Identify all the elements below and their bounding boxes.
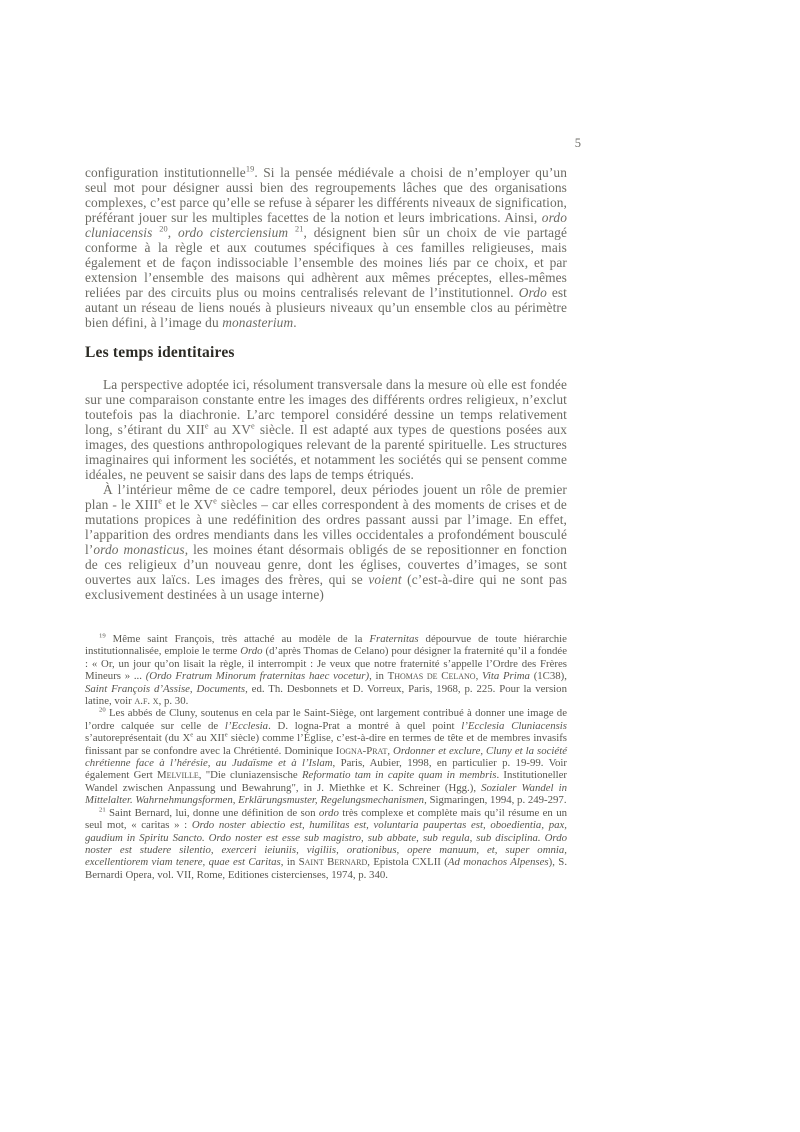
- footnote: $^{19}$ Même saint François, très attaché au modèle de la Fraternitas dépourvue de toute hiérarchie institutionnalisée, emploie le terme Ordo (d’après Thomas de Celano) pour désigner la fraternité qu’il a fondée : « Or, un jour qu’on lisait la règle, il interrompit : Je veux que notre fraternité s’appelle l’Ordre des Frères Mineurs » ... (Ordo Fratrum Minorum fraternitas haec vocetur), in Thomas de Celano, Vita Prima (1C38), Saint François d’Assise, Documents, ed. Th. Desbonnets et D. Vorreux, Paris, 1968, p. 225. Pour la version latine, voir a.f. x, p. 30.: [85, 632, 567, 708]
- body-paragraph: configuration institutionnelle$^{19}$. Si la pensée médiévale a choisi de n’employer qu’un seul mot pour désigner aussi bien des regroupements lâches que des organisations complexes, c’est parce qu’elle se refuse à séparer les différents niveaux de signification, préférant jouer sur les multiples facettes de la notion et leurs imbrications. Ainsi, ordo cluniacensis $^{20}$, ordo cisterciensium $^{21}$, désignent bien sûr un choix de vie partagé conforme à la règle et aux coutumes spécifiques à ces familles religieuses, mais également et de façon indissociable l’ensemble des moines liés par ce choix, et par extension l’ensemble des maisons qui adhèrent aux mêmes préceptes, elles-mêmes reliées par des circuits plus ou moins centralisés relevant de l’institutionnel. Ordo est autant un réseau de liens noués à plusieurs niveaux qu’un ensemble clos au périmètre bien défini, à l’image du monasterium.: [85, 164, 568, 330]
- page-number: 5: [574, 136, 581, 150]
- footnotes-block: [85, 633, 567, 881]
- footnote: $^{20}$ Les abbés de Cluny, soutenus en cela par le Saint-Siège, ont largement contribué à donner une image de l’ordre calquée sur celle de l’Ecclesia. D. logna-Prat a montré à quel point l’Ecclesia Cluniacensis s’autoreprésentait (du Xe au XIIe siècle) comme l’Église, c’est-à-dire en termes de tête et de membres invasifs finissant par se confondre avec la Chrétienté. Dominique Iogna-Prat, Ordonner et exclure, Cluny et la société chrétienne face à l’hérésie, au Judaïsme et à l’Islam, Paris, Aubier, 1998, en particulier p. 19-99. Voir également Gert Melville, "Die cluniazensische Reformatio tam in capite quam in membris. Institutioneller Wandel zwischen Anpassung und Bewahrung", in J. Miethke et K. Schreiner (Hgg.), Sozialer Wandel in Mittelalter. Wahrnehmungsformen, Erklärungsmuster, Regelungsmechanismen, Sigmaringen, 1994, p. 249-297.: [85, 706, 568, 807]
- body-paragraph: À l’intérieur même de ce cadre temporel, deux périodes jouent un rôle de premier plan - le XIIIe et le XVe siècles – car elles correspondent à des moments de crises et de mutations propices à une redéfinition des ordres passant aussi par l’image. En effet, l’apparition des ordres mendiants dans les villes occidentales a profondément bousculé l’ordo monasticus, les moines étant désormais obligés de se repositionner en fonction de ces religieux d’un nouveau genre, dont les églises, couvertes d’images, se sont ouvertes aux laïcs. Les images des frères, qui se voient (c’est-à-dire qui ne sont pas exclusivement destinées à un usage interne): [85, 482, 568, 602]
- text-block: [85, 136, 581, 881]
- body-paragraph: La perspective adoptée ici, résolument transversale dans la mesure où elle est fondée sur une comparaison constante entre les images des différents ordres religieux, n’exclut toutefois pas la diachronie. L’arc temporel considéré dessine un temps relativement long, s’étirant du XIIe au XVe siècle. Il est adapté aux types de questions posées aux images, des questions anthropologiques relevant de la parenté spirituelle. Les structures imaginaires qui informent les sociétés, et notamment les sociétés qui se pensent comme idéales, ne peuvent se saisir dans des laps de temps étriqués.: [85, 377, 567, 482]
- section-heading: Les temps identitaires: [85, 344, 235, 361]
- footnote: $^{21}$ Saint Bernard, lui, donne une définition de son ordo très complexe et complète mais qu’il résume en un seul mot, « caritas » : Ordo noster abiectio est, humilitas est, voluntaria paupertas est, oboedientia, pax, gaudium in Spiritu Sancto. Ordo noster est esse sub magistro, sub abbate, sub regula, sub disciplina. Ordo noster est studere silentio, exerceri ieiuniis, vigiliis, orationibus, opere manuum, et, super omnia, excellentiorem viam tenere, quae est Caritas, in Saint Bernard, Epistola CXLII (Ad monachos Alpenses), S. Bernardi Opera, vol. VII, Rome, Editiones cistercienses, 1974, p. 340.: [85, 806, 568, 881]
